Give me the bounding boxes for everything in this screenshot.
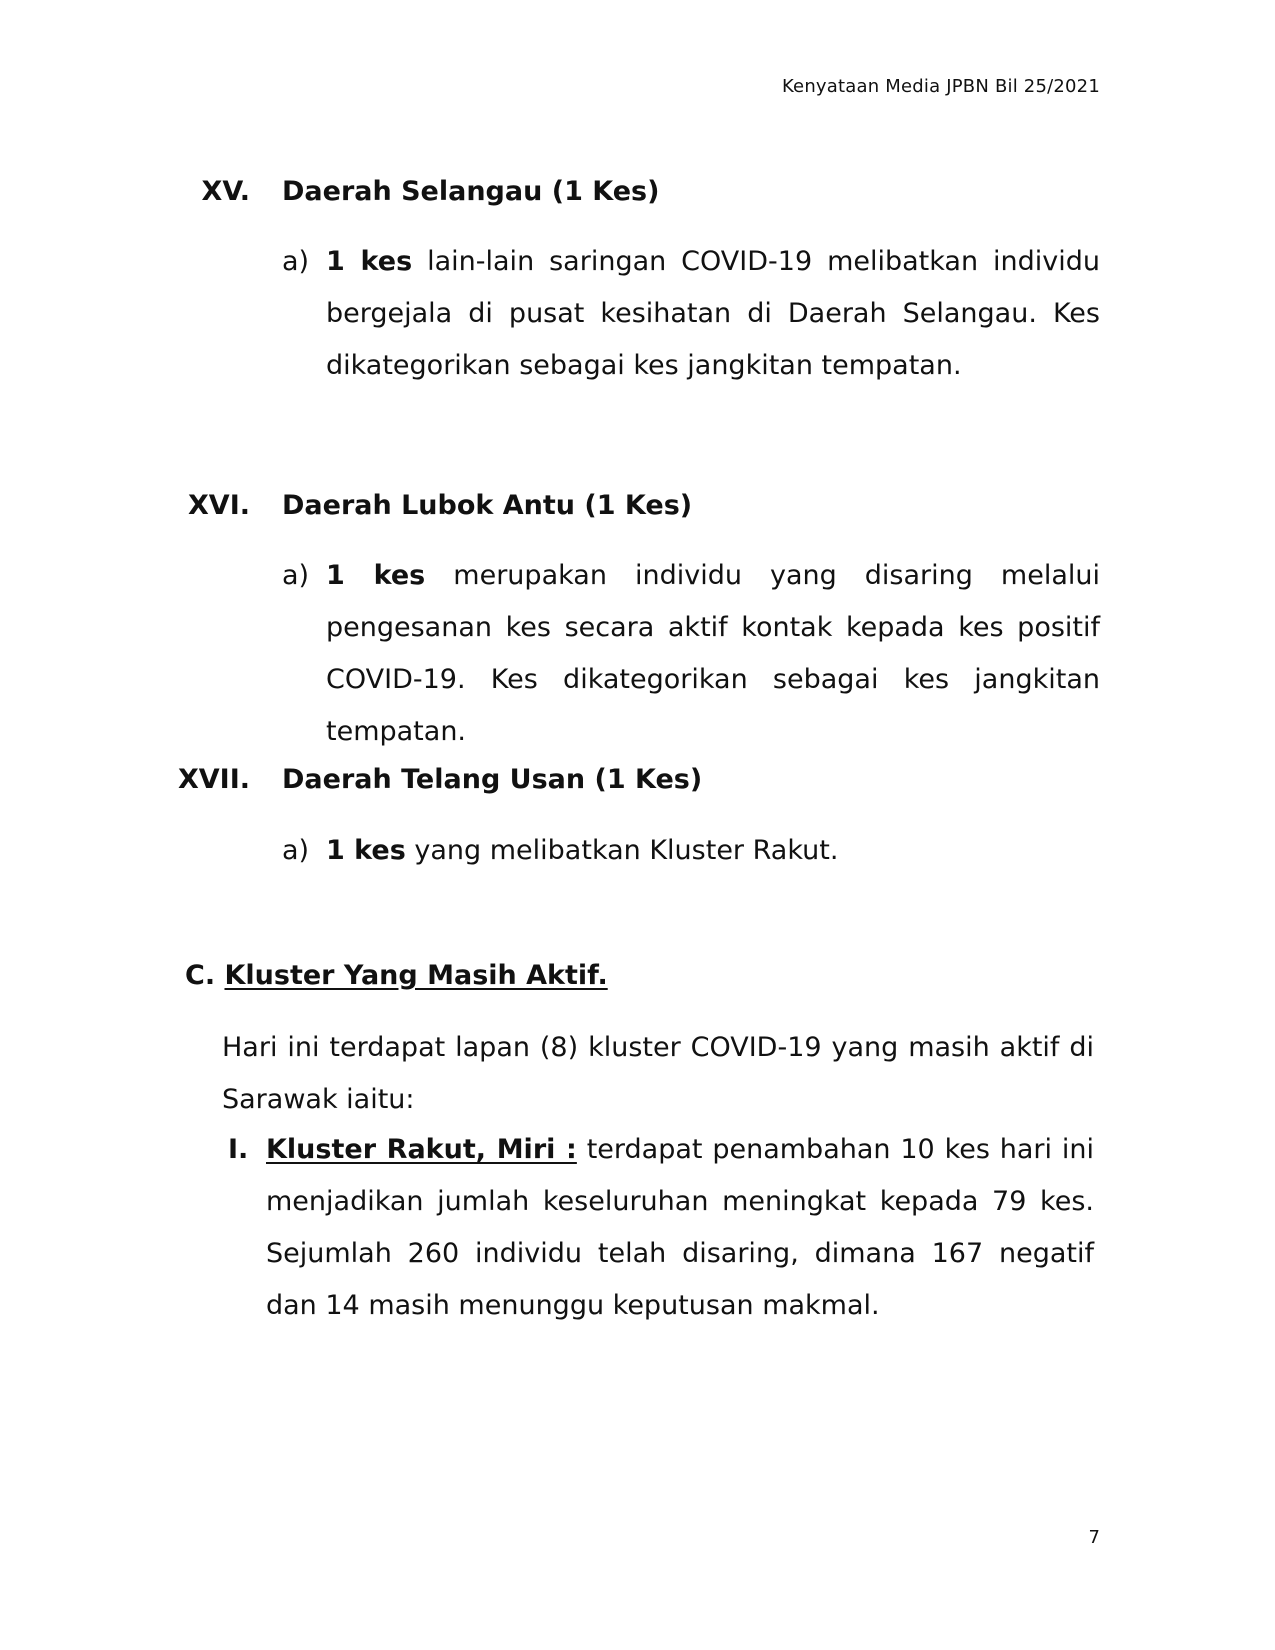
section-numeral: XV. (201, 176, 250, 207)
section-xvii-item-a (282, 825, 1100, 877)
page-number: 7 (1088, 1527, 1100, 1548)
item-text: yang melibatkan Kluster Rakut. (405, 835, 839, 866)
section-title: Daerah Telang Usan (1 Kes) (282, 764, 703, 795)
item-content (326, 236, 1100, 392)
item-content (326, 550, 1100, 758)
cluster-item-text: terdapat penambahan 10 kes hari ini menjadikan jumlah keseluruhan meningkat kepada 79 kes. Sejumlah 260 individu telah disaring, dimana 167 negatif dan 14 masih menunggu keputusan makmal. (266, 1134, 1094, 1321)
cluster-item-numeral: I. (228, 1134, 249, 1165)
section-c-title: Kluster Yang Masih Aktif. (224, 960, 608, 991)
section-title: Daerah Lubok Antu (1 Kes) (282, 490, 693, 521)
section-xvi-item-a (282, 550, 1100, 758)
section-c-intro: Hari ini terdapat lapan (8) kluster COVID-19 yang masih aktif di Sarawak iaitu: (222, 1032, 1094, 1115)
item-marker: a) (282, 246, 310, 277)
cluster-item-content (266, 1124, 1094, 1332)
cluster-item-rakut (222, 1124, 1094, 1332)
item-bold-lead: 1 kes (326, 835, 406, 866)
section-title: Daerah Selangau (1 Kes) (282, 176, 660, 207)
item-bold-lead: 1 kes (326, 560, 426, 591)
item-text: merupakan individu yang disaring melalui pengesanan kes secara aktif kontak kepada kes positif COVID-19. Kes dikategorikan sebagai kes jangkitan tempatan. (326, 560, 1100, 747)
header-note: Kenyataan Media JPBN Bil 25/2021 (781, 76, 1100, 97)
section-c-heading (185, 956, 608, 996)
item-marker: a) (282, 560, 310, 591)
section-c-letter: C. (185, 960, 216, 991)
section-numeral: XVII. (177, 764, 250, 795)
section-xv-item-a (282, 236, 1100, 392)
item-bold-lead: 1 kes (326, 246, 413, 277)
cluster-item-lead: Kluster Rakut, Miri : (266, 1134, 577, 1165)
item-marker: a) (282, 835, 310, 866)
item-text: lain-lain saringan COVID-19 melibatkan individu bergejala di pusat kesihatan di Daerah Selangau. Kes dikategorikan sebagai kes jangkitan tempatan. (326, 246, 1100, 381)
item-content (326, 825, 1100, 877)
section-numeral: XVI. (187, 490, 250, 521)
